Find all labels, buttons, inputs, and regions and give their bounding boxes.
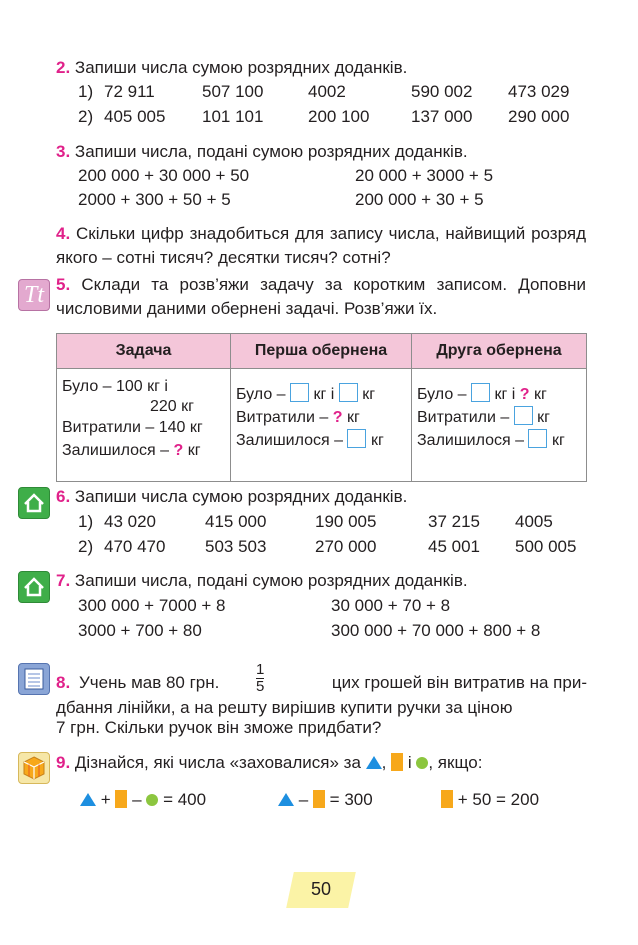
header-task: Задача: [57, 334, 231, 369]
task-3-title: 3. Запиши числа, подані сумою розрядних доданків.: [56, 142, 468, 161]
task-7-expr-a: 300 000 + 7000 + 8: [78, 596, 226, 615]
task-4: 4. Скільки цифр знадобиться для запису числа, найвищий розряд якого – сотні тисяч? десятки тисяч? сотні?: [56, 224, 586, 267]
task-2-title: [56, 57, 407, 79]
square-shape-icon: [441, 790, 453, 808]
blank-box[interactable]: [290, 383, 309, 402]
house-icon: [18, 487, 50, 519]
task-7-expr-c: 3000 + 700 + 80: [78, 621, 202, 640]
blank-box[interactable]: [471, 383, 490, 402]
header-first-inverse: Перша обернена: [231, 334, 412, 369]
blank-box[interactable]: [528, 429, 547, 448]
blank-box[interactable]: [514, 406, 533, 425]
cell-task: Було – 100 кг і 220 кг Витратили – 140 кг Залишилося – ? кг: [57, 369, 231, 482]
task-7-expr-b: 30 000 + 70 + 8: [331, 596, 451, 615]
rubiks-cube-icon: [18, 752, 50, 784]
task-8-line-3: 7 грн. Скільки ручок він зможе придбати?: [56, 718, 382, 737]
circle-shape-icon: [146, 794, 158, 806]
task-9-title: 9. Дізнайся, які числа «заховалися» за , і , якщо:: [56, 753, 483, 772]
task-8-line-2: дбання лінійки, а на решту вирішив купити ручки за ціною: [56, 698, 513, 717]
circle-shape-icon: [416, 757, 428, 769]
task-5-table: [56, 333, 587, 482]
task-3-expr-a: 200 000 + 30 000 + 50: [78, 166, 250, 185]
task-5: 5. Склади та розв’яжи задачу за коротким записом. Доповни числовими даними обернені задачі. Розв’яжи їх.: [56, 275, 586, 318]
task-3-expr-d: 200 000 + 30 + 5: [355, 190, 484, 209]
task-9-eq-2: – = 300: [278, 789, 373, 811]
task-7-title: 7. Запиши числа, подані сумою розрядних доданків.: [56, 571, 468, 590]
square-shape-icon: [115, 790, 127, 808]
task-6-title: 6. Запиши числа сумою розрядних доданків.: [56, 487, 408, 506]
square-shape-icon: [313, 790, 325, 808]
blank-box[interactable]: [339, 383, 358, 402]
triangle-shape-icon: [80, 793, 96, 806]
task-9-eq-1: + – = 400: [80, 789, 206, 811]
task-text: Запиши числа сумою розрядних доданків.: [74, 58, 408, 77]
task-3-expr-c: 2000 + 300 + 50 + 5: [78, 190, 231, 209]
square-shape-icon: [391, 753, 403, 771]
house-icon: [18, 571, 50, 603]
cell-second-inverse: Було – кг і ? кг Витратили – кг Залишилося – кг: [412, 369, 587, 482]
blank-box[interactable]: [347, 429, 366, 448]
header-second-inverse: Друга обернена: [412, 334, 587, 369]
page-number: 50: [310, 879, 332, 899]
fraction-one-fifth: $\frac{1}{5}$: [256, 661, 265, 695]
task-7-expr-d: 300 000 + 70 000 + 800 + 8: [331, 621, 541, 640]
notebook-icon: [18, 663, 50, 695]
cell-first-inverse: Було – кг і кг Витратили – ? кг Залишилося – кг: [231, 369, 412, 482]
task-3-expr-b: 20 000 + 3000 + 5: [355, 166, 494, 185]
triangle-shape-icon: [366, 756, 382, 769]
task-number: 2.: [56, 58, 71, 77]
task-9-eq-3: + 50 = 200: [441, 789, 539, 811]
task-8-line-1: 8. Учень мав 80 грн. $\frac{1}{5}$ цих грошей він витратив на при-: [56, 661, 587, 695]
triangle-shape-icon: [278, 793, 294, 806]
tt-letters-icon: Tt: [18, 279, 50, 311]
